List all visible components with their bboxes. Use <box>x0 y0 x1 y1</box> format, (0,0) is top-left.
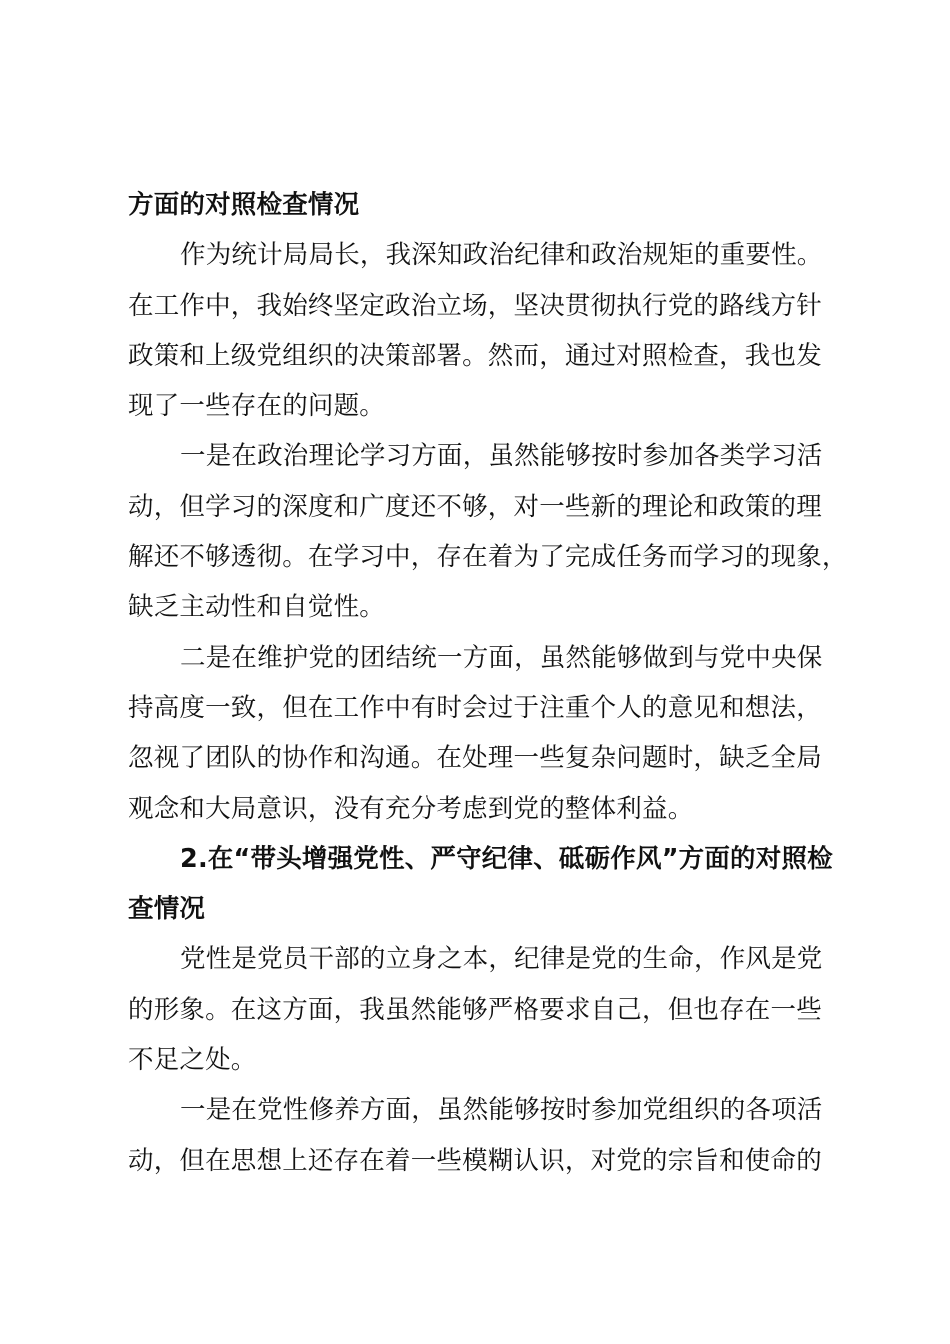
paragraph-line: 作为统计局局长，我深知政治纪律和政治规矩的重要性。 <box>180 240 823 271</box>
paragraph-line: 一是在政治理论学习方面，虽然能够按时参加各类学习活 <box>180 441 823 472</box>
paragraph-line: 一是在党性修养方面，虽然能够按时参加党组织的各项活 <box>180 1095 823 1126</box>
section-heading: 查情况 <box>128 894 206 925</box>
paragraph-line: 二是在维护党的团结统一方面，虽然能够做到与党中央保 <box>180 642 823 673</box>
paragraph-line: 动，但学习的深度和广度还不够，对一些新的理论和政策的理 <box>128 491 822 522</box>
paragraph-line: 持高度一致，但在工作中有时会过于注重个人的意见和想法， <box>128 692 822 723</box>
paragraph-line: 不足之处。 <box>128 1045 257 1076</box>
paragraph-line: 动，但在思想上还存在着一些模糊认识，对党的宗旨和使命的 <box>128 1145 822 1176</box>
paragraph-line: 解还不够透彻。在学习中，存在着为了完成任务而学习的现象， <box>128 542 848 573</box>
paragraph-line: 缺乏主动性和自觉性。 <box>128 592 386 623</box>
paragraph-line: 忽视了团队的协作和沟通。在处理一些复杂问题时，缺乏全局 <box>128 743 822 774</box>
paragraph-line: 党性是党员干部的立身之本，纪律是党的生命，作风是党 <box>180 944 823 975</box>
section-heading: 2.在“带头增强党性、严守纪律、砥砺作风”方面的对照检 <box>180 843 833 874</box>
paragraph-line: 在工作中，我始终坚定政治立场，坚决贯彻执行党的路线方针 <box>128 290 822 321</box>
paragraph-line: 现了一些存在的问题。 <box>128 391 386 422</box>
document-page <box>128 180 848 1186</box>
section-heading-continuation: 方面的对照检查情况 <box>128 190 360 220</box>
paragraph-line: 观念和大局意识，没有充分考虑到党的整体利益。 <box>128 793 694 824</box>
paragraph-line: 政策和上级党组织的决策部署。然而，通过对照检查，我也发 <box>128 340 822 371</box>
paragraph-line: 的形象。在这方面，我虽然能够严格要求自己，但也存在一些 <box>128 994 822 1025</box>
